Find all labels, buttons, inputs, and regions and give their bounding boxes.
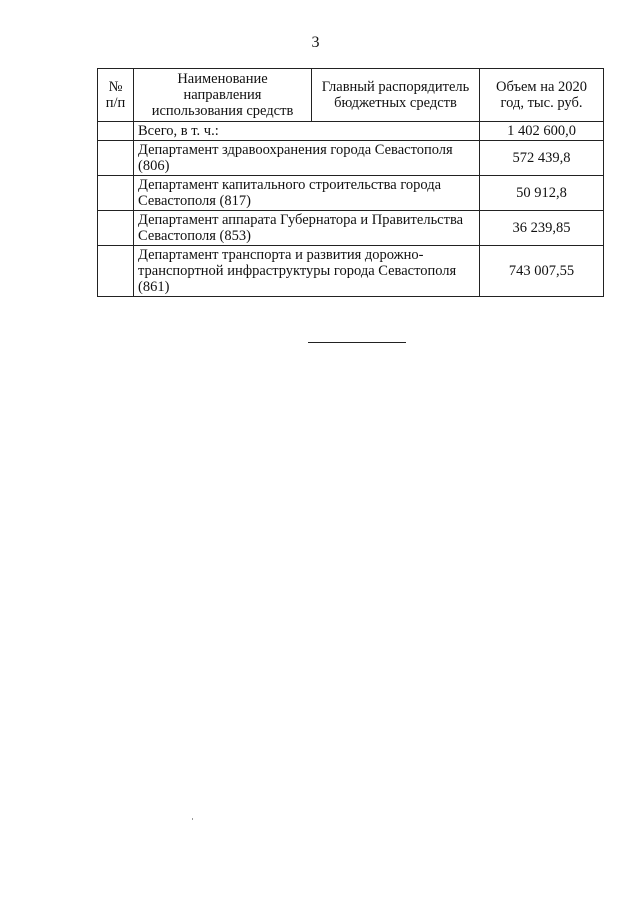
page-number: 3 — [311, 34, 320, 51]
table-row-total — [98, 122, 604, 141]
budget-table — [97, 68, 604, 297]
header-name: Наименование направления использования средств — [134, 69, 312, 122]
row-num-cell — [98, 246, 134, 297]
row-num-cell — [98, 211, 134, 246]
closing-line — [308, 342, 406, 343]
table-row — [98, 211, 604, 246]
total-value: 1 402 600,0 — [480, 122, 604, 141]
total-num-cell — [98, 122, 134, 141]
row-num-cell — [98, 176, 134, 211]
header-volume: Объем на 2020 год, тыс. руб. — [480, 69, 604, 122]
row-value: 50 912,8 — [480, 176, 604, 211]
table-row — [98, 176, 604, 211]
header-num: № п/п — [98, 69, 134, 122]
table-row — [98, 246, 604, 297]
row-name: Департамент здравоохранения города Севастополя (806) — [134, 141, 480, 176]
row-value: 572 439,8 — [480, 141, 604, 176]
total-label: Всего, в т. ч.: — [134, 122, 480, 141]
row-value: 36 239,85 — [480, 211, 604, 246]
table-header-row — [98, 69, 604, 122]
row-name: Департамент аппарата Губернатора и Правительства Севастополя (853) — [134, 211, 480, 246]
table-row — [98, 141, 604, 176]
header-manager: Главный распорядитель бюджетных средств — [312, 69, 480, 122]
row-name: Департамент капитального строительства города Севастополя (817) — [134, 176, 480, 211]
scan-speck — [192, 818, 193, 820]
row-num-cell — [98, 141, 134, 176]
row-value: 743 007,55 — [480, 246, 604, 297]
row-name: Департамент транспорта и развития дорожно-транспортной инфраструктуры города Севастополя (861) — [134, 246, 480, 297]
